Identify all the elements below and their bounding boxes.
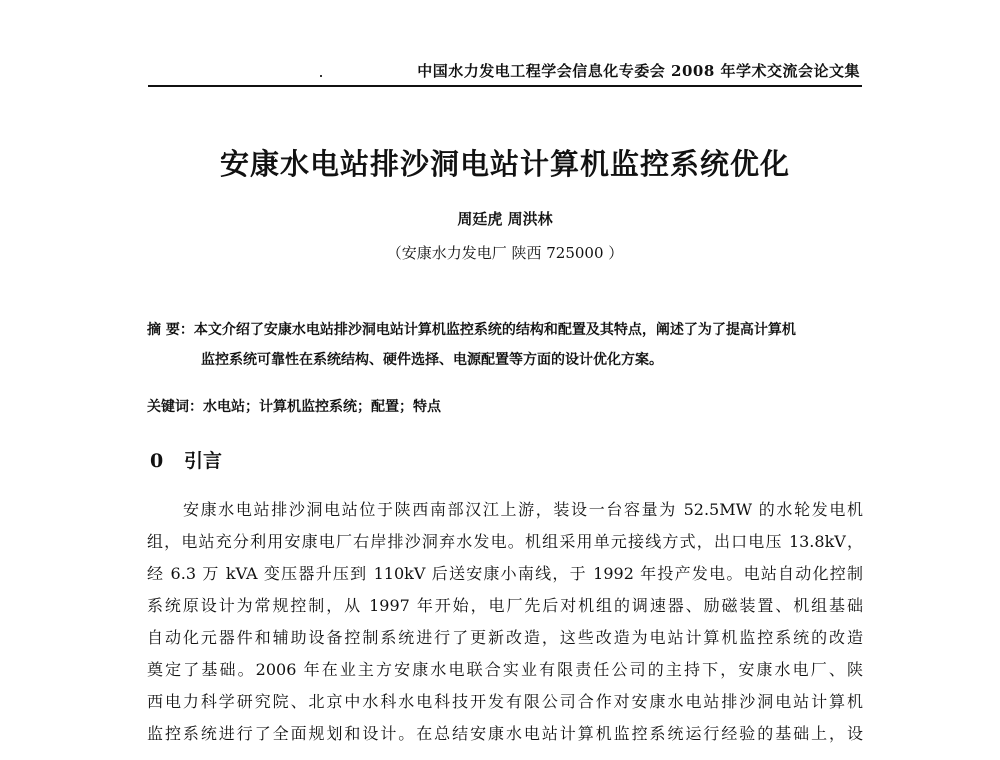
body-line: 自动化元器件和辅助设备控制系统进行了更新改造，这些改造为电站计算机监控系统的改造 (147, 628, 863, 647)
running-header: 中国水力发电工程学会信息化专委会 2008 年学术交流会论文集 (417, 62, 860, 80)
section-heading (150, 446, 222, 473)
keywords-text: 水电站；计算机监控系统；配置；特点 (203, 399, 441, 415)
section-title: 引言 (184, 450, 223, 472)
abstract-label: 摘 要： (147, 322, 194, 338)
body-line: 奠定了基础。2006 年在业主方安康水电联合实业有限责任公司的主持下，安康水电厂、陕 (147, 660, 863, 679)
body-line: 系统原设计为常规控制，从 1997 年开始，电厂先后对机组的调速器、励磁装置、机组基础 (147, 596, 863, 615)
paper-authors: 周廷虎 周洪林 (457, 210, 553, 228)
body-line: 经 6.3 万 kVA 变压器升压到 110kV 后送安康小南线，于 1992 年投产发电。电站自动化控制 (147, 564, 863, 583)
paper-affiliation: （安康水力发电厂 陕西 725000 ） (386, 244, 624, 262)
abstract-line-2: 监控系统可靠性在系统结构、硬件选择、电源配置等方面的设计优化方案。 (201, 352, 663, 368)
body-line: 安康水电站排沙洞电站位于陕西南部汉江上游，装设一台容量为 52.5MW 的水轮发电机 (183, 500, 863, 519)
paper-title: 安康水电站排沙洞电站计算机监控系统优化 (219, 147, 790, 181)
header-rule (148, 85, 862, 87)
keywords-label: 关键词： (147, 399, 203, 415)
body-line: 组，电站充分利用安康电厂右岸排沙洞弃水发电。机组采用单元接线方式，出口电压 13.8kV， (147, 532, 863, 551)
body-line: 监控系统进行了全面规划和设计。在总结安康水电站计算机监控系统运行经验的基础上，设 (147, 724, 863, 743)
abstract-line-1: 本文介绍了安康水电站排沙洞电站计算机监控系统的结构和配置及其特点，阐述了为了提高计算机 (193, 322, 796, 338)
keywords (147, 396, 863, 416)
body-paragraph (147, 494, 863, 750)
abstract (147, 315, 863, 375)
section-number: 0 (150, 450, 164, 472)
body-line: 西电力科学研究院、北京中水科水电科技开发有限公司合作对安康水电站排沙洞电站计算机 (147, 692, 863, 711)
